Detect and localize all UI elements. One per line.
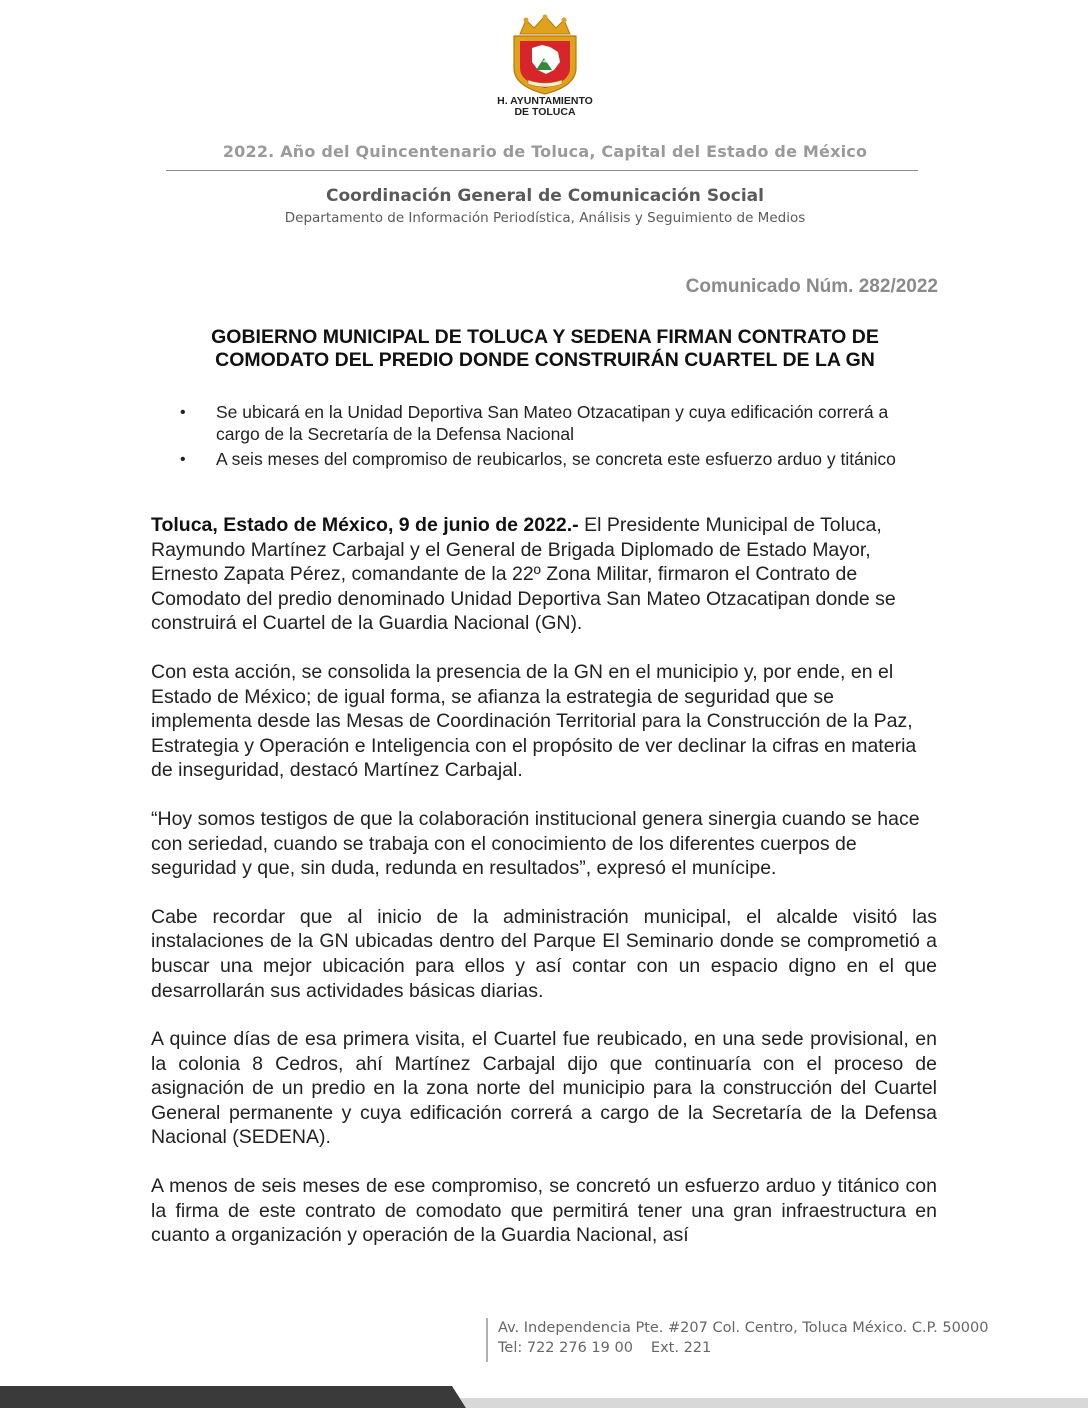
coordination-title: Coordinación General de Comunicación Social (326, 186, 764, 206)
footer-phone: Tel: 722 276 19 00 (498, 1340, 633, 1356)
paragraph-text: El Presidente Municipal de Toluca, Raymundo Martínez Carbajal y el General de Brigada Diplomado de Estado Mayor, Ernesto Zapata Pérez, comandante de la 22º Zona Militar, firmaron el Contrato de Comodato del predio denominado Unidad Deportiva San Mateo Otzacatipan donde se construirá el Cuartel de la Guardia Nacional (GN). (151, 514, 896, 635)
headline (150, 326, 940, 372)
footer-divider (486, 1318, 488, 1362)
paragraph: Con esta acción, se consolida la presencia de la GN en el municipio y, por ende, en el Estado de México; de igual forma, se afianza la estrategia de seguridad que se implementa desde las Mesas de Coordinación Territorial para la Construcción de la Paz, Estrategia y Operación e Inteligencia con el propósito de ver declinar la cifras en materia de inseguridad, destacó Martínez Carbajal. (151, 660, 917, 782)
headline-line2: COMODATO DEL PREDIO DONDE CONSTRUIRÁN CUARTEL DE LA GN (215, 349, 875, 371)
release-number: Comunicado Núm. 282/2022 (685, 276, 938, 297)
footer-band (0, 1386, 1088, 1408)
headline-line1: GOBIERNO MUNICIPAL DE TOLUCA Y SEDENA FIRMAN CONTRATO DE (211, 326, 879, 348)
summary-bullets (178, 402, 918, 475)
footer-address: Av. Independencia Pte. #207 Col. Centro, Toluca México. C.P. 50000 (498, 1320, 989, 1336)
bullet-item (178, 449, 918, 471)
bullet-item (178, 402, 918, 445)
header-divider (166, 170, 918, 171)
footer-extension: Ext. 221 (650, 1340, 712, 1356)
bullet-icon: • (180, 404, 186, 421)
article-body (151, 513, 937, 1272)
paragraph (151, 513, 937, 636)
paragraph: A quince días de esa primera visita, el Cuartel fue reubicado, en una sede provisional, en la colonia 8 Cedros, ahí Martínez Carbajal dijo que continuaría con el proceso de asignación de un predio en la zona norte del municipio para la construcción del Cuartel General permanente y cuya edificación correrá a cargo de la Secretaría de la Defensa Nacional (SEDENA). (151, 1028, 937, 1149)
dateline: Toluca, Estado de México, 9 de junio de 2022.- (151, 514, 579, 536)
paragraph: “Hoy somos testigos de que la colaboración institucional genera sinergia cuando se hace con seriedad, cuando se trabaja con el conocimiento de los diferentes cuerpos de seguridad y que, sin duda, redunda en resultados”, expresó el munícipe. (151, 807, 920, 880)
year-slogan: 2022. Año del Quincentenario de Toluca, Capital del Estado de México (222, 142, 868, 161)
paragraph: A menos de seis meses de ese compromiso, se concretó un esfuerzo arduo y titánico con la firma de este contrato de comodato que permitirá tener una gran infraestructura en cuanto a organización y operación de la Guardia Nacional, así (151, 1175, 937, 1247)
logo-caption-line1: H. AYUNTAMIENTO (497, 95, 593, 107)
bullet-text: A seis meses del compromiso de reubicarlos, se concreta este esfuerzo arduo y titánico (216, 449, 896, 469)
department-title: Departamento de Información Periodística, Análisis y Seguimiento de Medios (284, 210, 806, 226)
logo-caption-line2: DE TOLUCA (514, 106, 576, 118)
logo-caption (460, 96, 630, 118)
footer-contact (498, 1340, 729, 1356)
bullet-icon: • (180, 451, 186, 468)
toluca-coat-of-arms-icon (502, 14, 588, 98)
paragraph: Cabe recordar que al inicio de la administración municipal, el alcalde visitó las instalaciones de la GN ubicadas dentro del Parque El Seminario donde se comprometió a buscar una mejor ubicación para ellos y así contar con un espacio digno en el que desarrollarán sus actividades básicas diarias. (151, 905, 937, 1002)
bullet-text: Se ubicará en la Unidad Deportiva San Mateo Otzacatipan y cuya edificación correrá a cargo de la Secretaría de la Defensa Nacional (216, 402, 889, 444)
